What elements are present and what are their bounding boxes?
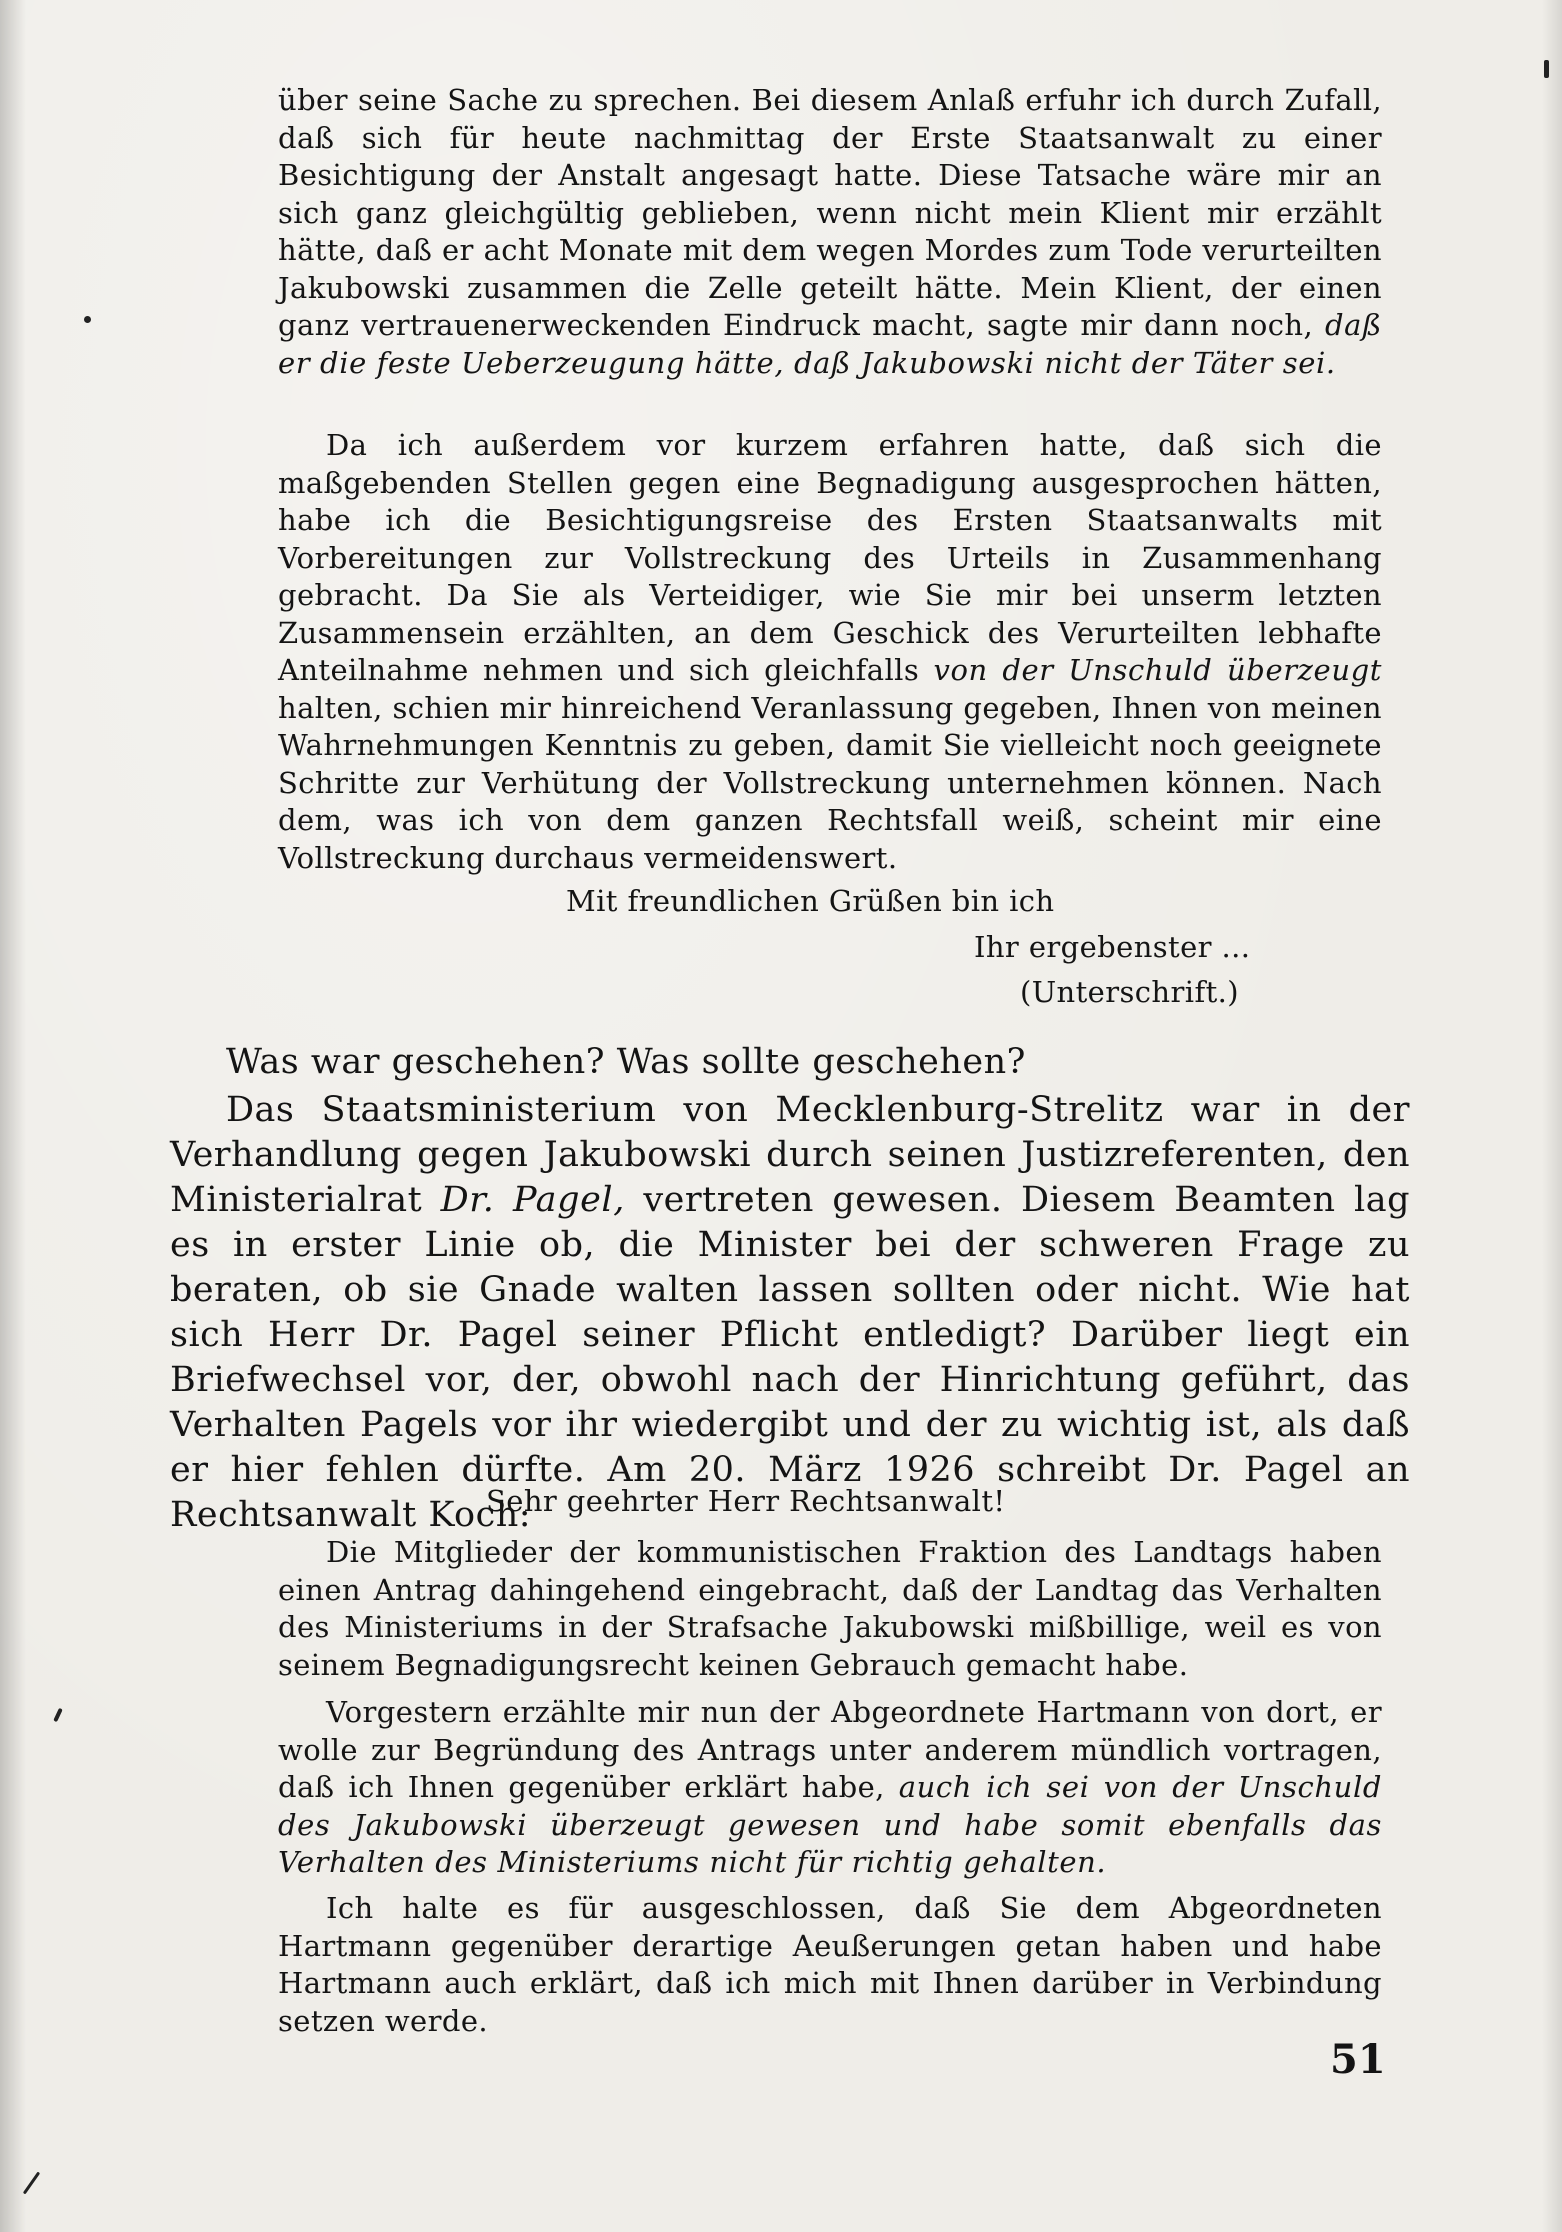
- narrative-paragraph-text-b: vertreten gewesen. Diesem Beamten lag es in erster Linie ob, die Minister bei der schweren Frage zu beraten, ob sie Gnade walten lassen sollten oder nicht. Wie hat sich Herr Dr. Pagel seiner Pflicht entledigt? Darüber liegt ein Briefwechsel vor, der, obwohl nach der Hinrichtung geführt, das Verhalten Pagels vor ihr wiedergibt und der zu wichtig ist, als daß er hier fehlen dürfte. Am 20. März 1926 schreibt Dr. Pagel an Rechtsanwalt Koch:: [170, 1180, 1410, 1535]
- letter-2-paragraph-2: [278, 1694, 1382, 1882]
- scan-speck: [1544, 60, 1549, 78]
- letter-2-paragraph-1-text: Die Mitglieder der kommunistischen Fraktion des Landtags haben einen Antrag dahingehend eingebracht, daß der Landtag das Verhalten des Ministeriums in der Strafsache Jakubowski mißbillige, weil es von seinem Begnadigungsrecht keinen Gebrauch gemacht habe.: [278, 1535, 1382, 1682]
- letter-2-paragraph-1: [278, 1534, 1382, 1684]
- letter-2-paragraph-2-text: Vorgestern erzählte mir nun der Abgeordnete Hartmann von dort, er wolle zur Begründung des Antrags unter anderem mündlich vortragen, daß ich Ihnen gegenüber erklärt habe,: [278, 1695, 1382, 1804]
- letter-1-paragraph-2-text-a: Da ich außerdem vor kurzem erfahren hatte, daß sich die maßgebenden Stellen gegen eine Begnadigung ausgesprochen hätten, habe ich die Besichtigungsreise des Ersten Staatsanwalts mit Vorbereitungen zur Vollstreckung des Urteils in Zusammenhang gebracht. Da Sie als Verteidiger, wie Sie mir bei unserm letzten Zusammensein erzählten, an dem Geschick des Verurteilten lebhafte Anteilnahme nehmen und sich gleichfalls: [278, 428, 1382, 687]
- letter-1-paragraph-1: [278, 82, 1382, 382]
- narrative-paragraph: [170, 1088, 1410, 1538]
- page-edge-shadow-left: [0, 0, 26, 2232]
- scan-speck: [84, 316, 91, 323]
- letter-1-paragraph-2-emphasis: von der Unschuld überzeugt: [933, 653, 1383, 687]
- letter-2-paragraph-3: [278, 1890, 1382, 2040]
- letter-1-paragraph-2-text-b: halten, schien mir hinreichend Veranlassung gegeben, Ihnen von meinen Wahrnehmungen Kenntnis zu geben, damit Sie vielleicht noch geeignete Schritte zur Verhütung der Vollstreckung unternehmen können. Nach dem, was ich von dem ganzen Rechtsfall weiß, scheint mir eine Vollstreckung durchaus vermeidenswert.: [278, 690, 1382, 875]
- letter-1-paragraph-2: [278, 427, 1382, 877]
- letter-1-paragraph-1-text: über seine Sache zu sprechen. Bei diesem Anlaß erfuhr ich durch Zufall, daß sich für heute nachmittag der Erste Staatsanwalt zu einer Besichtigung der Anstalt angesagt hatte. Diese Tatsache wäre mir an sich ganz gleichgültig geblieben, wenn nicht mein Klient mir erzählt hätte, daß er acht Monate mit dem wegen Mordes zum Tode verurteilten Jakubowski zusammen die Zelle geteilt hätte. Mein Klient, der einen ganz vertrauenerweckenden Eindruck macht, sagte mir dann noch,: [278, 83, 1382, 342]
- scan-speck: [53, 1708, 63, 1722]
- letter-2-paragraph-3-text: Ich halte es für ausgeschlossen, daß Sie dem Abgeordneten Hartmann gegenüber derartige Aeußerungen getan haben und habe Hartmann auch erklärt, daß ich mich mit Ihnen darüber in Verbindung setzen werde.: [278, 1891, 1382, 2038]
- narrative-paragraph-text-a: Das Staatsministerium von Mecklenburg-Strelitz war in der Verhandlung gegen Jakubowski durch seinen Justizreferenten, den Ministerialrat: [170, 1090, 1410, 1220]
- page-number: 51: [1330, 2036, 1386, 2083]
- narrative-question: Was war geschehen? Was sollte geschehen?: [226, 1042, 1026, 1082]
- letter-2-paragraph-2-emphasis: auch ich sei von der Unschuld des Jakubowski überzeugt gewesen und habe somit ebenfalls das Verhalten des Ministeriums nicht für richtig gehalten.: [278, 1770, 1382, 1879]
- letter-1-closing-signoff: Ihr ergebenster ...: [974, 930, 1251, 964]
- narrative-paragraph-emphasis: Dr. Pagel,: [440, 1180, 625, 1220]
- page-edge-shadow-right: [1542, 0, 1562, 2232]
- letter-1-paragraph-1-emphasis: daß er die feste Ueberzeugung hätte, daß Jakubowski nicht der Täter sei.: [278, 308, 1382, 380]
- letter-1-signature-placeholder: (Unterschrift.): [1020, 975, 1239, 1009]
- letter-2-salutation: Sehr geehrter Herr Rechtsanwalt!: [486, 1484, 1006, 1518]
- letter-1-closing-greeting: Mit freundlichen Grüßen bin ich: [566, 884, 1055, 918]
